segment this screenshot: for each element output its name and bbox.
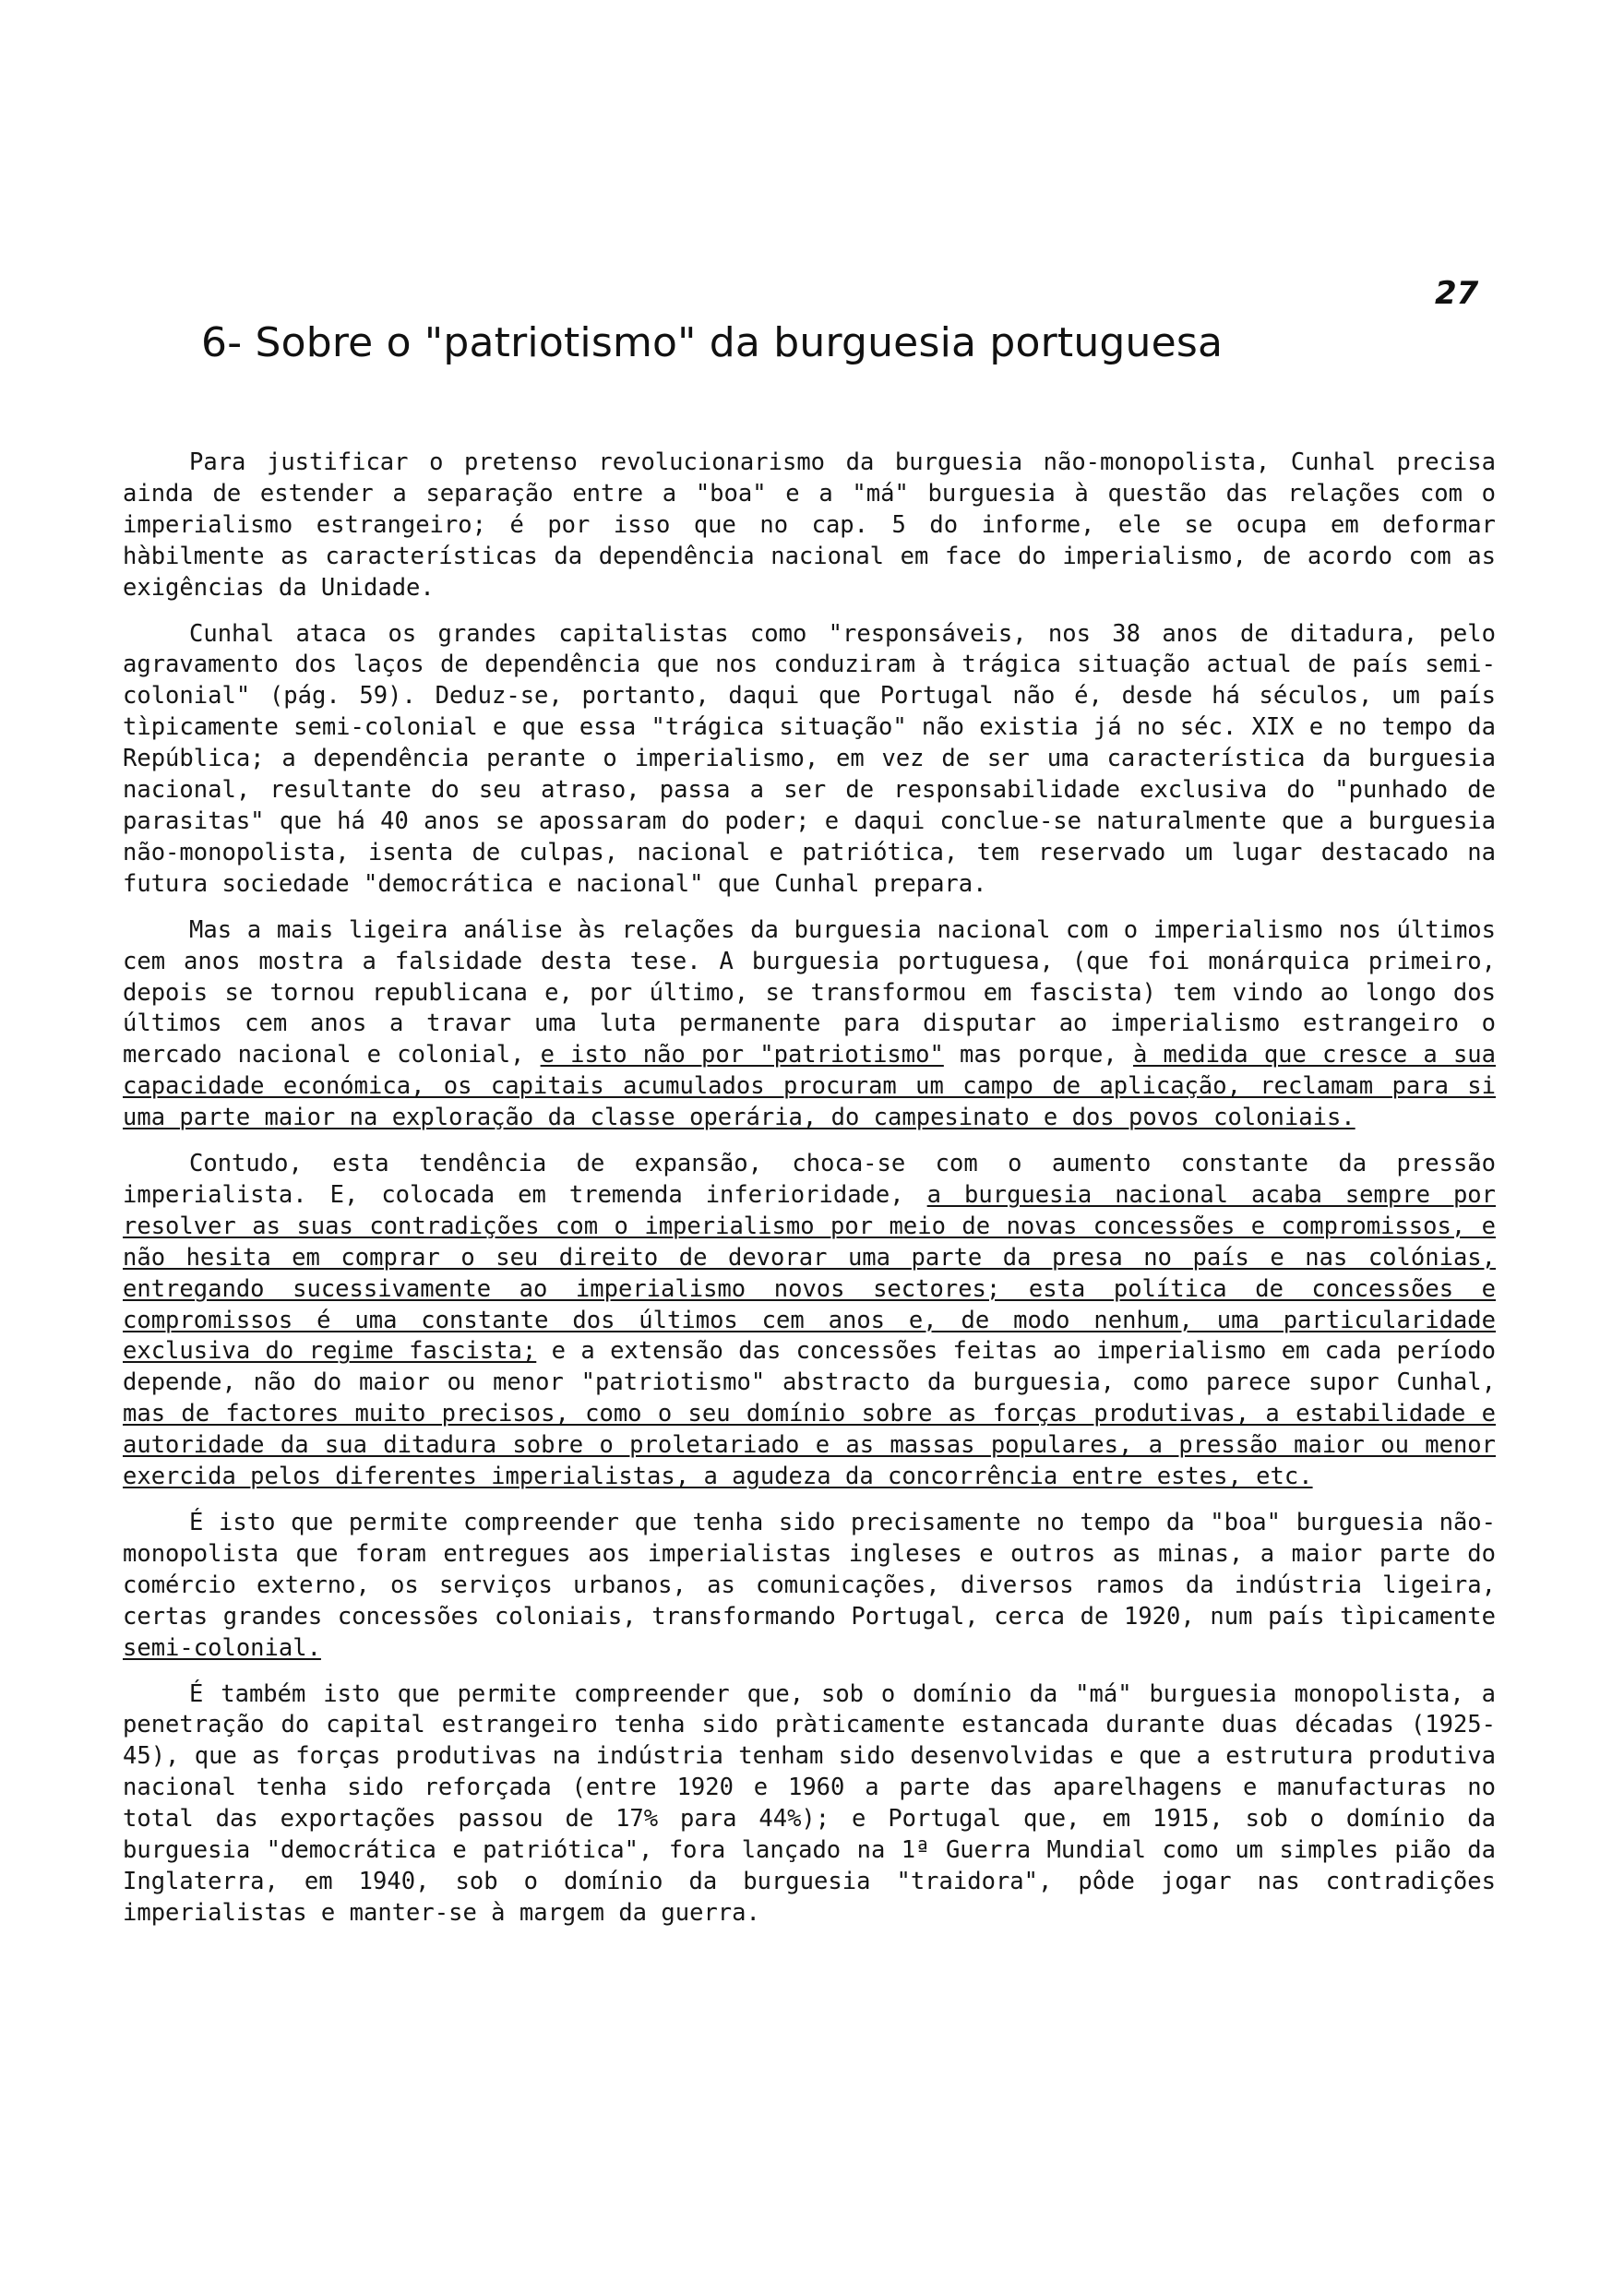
section-title: 6- Sobre o "patriotismo" da burguesia portuguesa xyxy=(201,319,1224,366)
text-segment: Para justificar o pretenso revolucionarismo da burguesia não-monopolista, Cunhal precisa ainda de estender a separação entre a "boa" e a "má" burguesia à questão das relações com o imperialismo estrangeiro; é por isso que no cap. 5 do informe, ele se ocupa em deformar hàbilmente as características da dependência nacional em face do imperialismo, de acordo com as exigências da Unidade. xyxy=(123,448,1496,602)
text-segment: e a extensão das concessões feitas ao imperialismo em cada período depende, não do maior ou menor "patriotismo" abstracto da burguesia, como parece supor Cunhal, xyxy=(123,1337,1497,1397)
underlined-text: a burguesia nacional acaba sempre por resolver as suas contradições com o imperialismo por meio de novas concessões e compromissos, e não hesita em comprar o seu direito de devorar uma parte da presa no país e nas colónias, entregando sucessivamente ao imperialismo novos sectores; esta política de concessões e compromissos é uma constante dos últimos cem anos e, de modo nenhum, uma particularidade exclusiva do regime fascista; xyxy=(123,1180,1497,1366)
text-segment: É isto que permite compreender que tenha sido precisamente no tempo da "boa" burguesia não-monopolista que foram entregues aos imperialistas ingleses e outros as minas, a maior parte do comércio externo, os serviços urbanos, as comunicações, diversos ramos da indústria ligeira, certas grandes concessões coloniais, transformando Portugal, cerca de 1920, num país tìpicamente xyxy=(123,1509,1496,1631)
paragraph xyxy=(123,619,1496,901)
page-number: 27 xyxy=(1435,275,1479,312)
text-segment: mas porque, xyxy=(943,1041,1133,1069)
text-segment: Contudo, esta tendência de expansão, choca-se com o aumento constante da pressão imperialista. E, colocada em tremenda inferioridade, xyxy=(123,1150,1496,1209)
text-segment: Cunhal ataca os grandes capitalistas como "responsáveis, nos 38 anos de ditadura, pelo agravamento dos laços de dependência que nos conduziram à trágica situação actual de país semi-colonial" (pág. 59). Deduz-se, portanto, daqui que Portugal não é, desde há séculos, um país tìpicamente semi-colonial e que essa "trágica situação" não existia já no séc. XIX e no tempo da República; a dependência perante o imperialismo, em vez de ser uma característica da burguesia nacional, resultante do seu atraso, passa a ser de responsabilidade exclusiva do "punhado de parasitas" que há 40 anos se apossaram do poder; e daqui conclue-se naturalmente que a burguesia não-monopolista, isenta de culpas, nacional e patriótica, tem reservado um lugar destacado na futura sociedade "democrática e nacional" que Cunhal prepara. xyxy=(123,619,1496,898)
paragraph xyxy=(123,1149,1496,1493)
paragraph xyxy=(123,1679,1496,1930)
underlined-text: à medida que cresce a sua capacidade económica, os capitais acumulados procuram um campo de aplicação, reclamam para si uma parte maior na exploração da classe operária, do campesinato e dos povos coloniais. xyxy=(123,1041,1496,1132)
body-text xyxy=(123,448,1496,1944)
paragraph xyxy=(123,1508,1496,1665)
underlined-text: e isto não por "patriotismo" xyxy=(540,1041,944,1069)
underlined-text: semi-colonial. xyxy=(123,1633,321,1662)
text-segment: Mas a mais ligeira análise às relações da burguesia nacional com o imperialismo nos últimos cem anos mostra a falsidade desta tese. A burguesia portuguesa, (que foi monárquica primeiro, depois se tornou republicana e, por último, se transformou em fascista) tem vindo ao longo dos últimos cem anos a travar uma luta permanente para disputar ao imperialismo estrangeiro o mercado nacional e colonial, xyxy=(123,915,1496,1069)
paragraph xyxy=(123,448,1496,604)
paragraph xyxy=(123,915,1496,1134)
text-segment: É também isto que permite compreender que, sob o domínio da "má" burguesia monopolista, a penetração do capital estrangeiro tenha sido pràticamente estancada durante duas décadas (1925-45), que as forças produtivas na indústria tenham sido desenvolvidas e que a estrutura produtiva nacional tenha sido reforçada (entre 1920 e 1960 a parte das aparelhagens e manufacturas no total das exportações passou de 17% para 44%); e Portugal que, em 1915, sob o domínio da burguesia "democrática e patriótica", fora lançado na 1ª Guerra Mundial como um simples pião da Inglaterra, em 1940, sob o domínio da burguesia "traidora", pôde jogar nas contradições imperialistas e manter-se à margem da guerra. xyxy=(123,1679,1496,1927)
underlined-text: mas de factores muito precisos, como o seu domínio sobre as forças produtivas, a estabilidade e autoridade da sua ditadura sobre o proletariado e as massas populares, a pressão maior ou menor exercida pelos diferentes imperialistas, a agudeza da concorrência entre estes, etc. xyxy=(123,1400,1496,1491)
